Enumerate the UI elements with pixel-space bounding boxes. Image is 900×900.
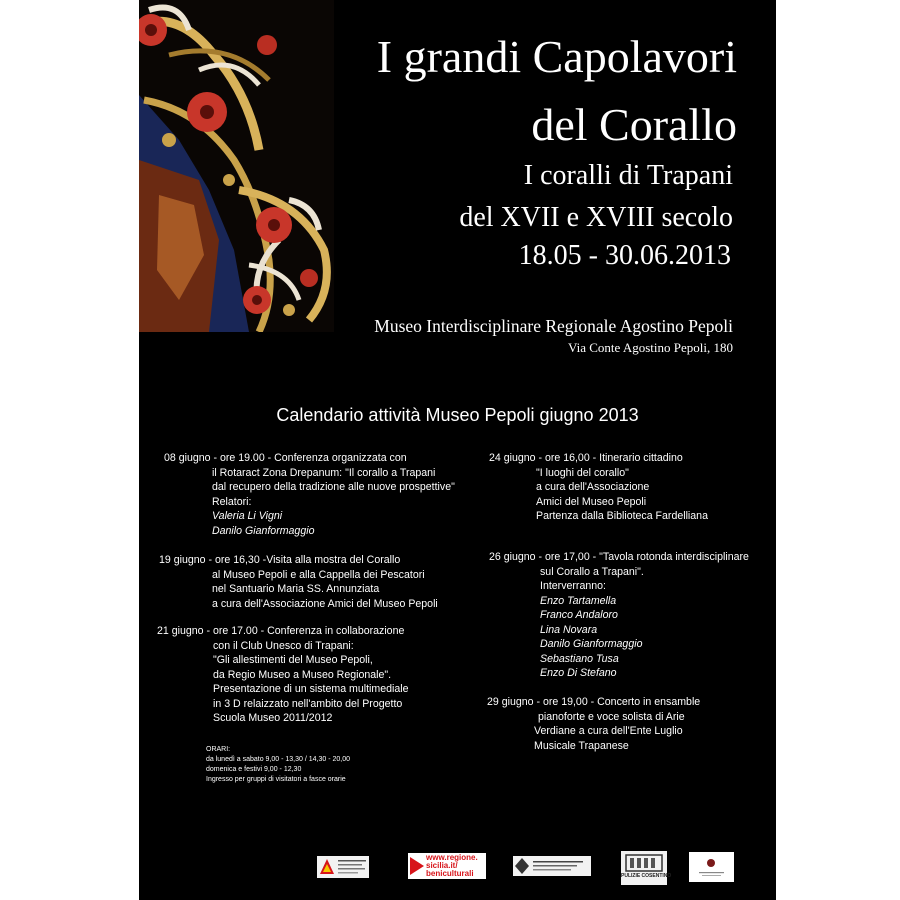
speaker-name: Franco Andaloro: [540, 609, 618, 621]
speaker-name: Lina Novara: [540, 623, 598, 636]
event-line: con il Club Unesco di Trapani:: [213, 639, 354, 652]
event-line: al Museo Pepoli e alla Cappella dei Pescatori: [212, 568, 425, 581]
event-line: 24 giugno - ore 16,00 - Itinerario cittadino: [489, 452, 683, 464]
event-june-29: [487, 695, 700, 753]
event-june-21: [157, 624, 409, 726]
event-line: nel Santuario Maria SS. Annunziata: [212, 583, 380, 595]
regione-sicilia-logo: [317, 856, 369, 878]
event-line: 26 giugno - ore 17,00 - "Tavola rotonda interdisciplinare: [489, 551, 749, 563]
event-line: da Regio Museo a Museo Regionale".: [213, 668, 392, 681]
subtitle-line-1: I coralli di Trapani: [523, 160, 733, 191]
event-line: 29 giugno - ore 19,00 - Concerto in ensamble: [487, 696, 701, 708]
logo-text-1: www.regione.: [426, 853, 478, 862]
event-line: dal recupero della tradizione alle nuove prospettive": [212, 481, 455, 493]
logo-text-2: sicilia.it/: [426, 861, 458, 870]
title-line-1: I grandi Capolavori: [376, 31, 737, 82]
building-icon: [621, 851, 672, 885]
event-line: Partenza dalla Biblioteca Fardelliana: [536, 510, 708, 522]
pulizie-cosentino-logo: [621, 851, 672, 885]
hours-label: ORARI:: [206, 746, 231, 753]
event-line: Presentazione di un sistema multimediale: [213, 683, 409, 695]
coral-artwork: [139, 0, 334, 332]
calendar-heading: Calendario attività Museo Pepoli giugno 2013: [276, 405, 639, 425]
subtitle-line-2: del XVII e XVIII secolo: [459, 202, 733, 233]
event-line: 08 giugno - ore 19.00 - Conferenza organizzata con: [164, 452, 407, 464]
event-line: 21 giugno - ore 17.00 - Conferenza in collaborazione: [157, 625, 405, 637]
pulizie-text: PULIZIE COSENTINO: [621, 873, 672, 879]
event-line: Scuola Museo 2011/2012: [213, 712, 333, 724]
event-june-19: [159, 553, 438, 611]
logo-text-3: beniculturali: [426, 869, 474, 878]
event-june-24: [489, 451, 708, 524]
museum-address: Via Conte Agostino Pepoli, 180: [568, 340, 733, 355]
event-line: pianoforte e voce solista di Arie: [538, 710, 685, 723]
event-line: sul Corallo a Trapani".: [540, 565, 644, 578]
event-line: a cura dell'Associazione: [536, 481, 650, 493]
hours-weekdays: da lunedì a sabato 9,00 - 13,30 / 14,30 - 20,00: [206, 756, 350, 763]
event-line: "Gli allestimenti del Museo Pepoli,: [213, 654, 373, 666]
event-june-08: [164, 451, 455, 538]
opening-hours: [206, 745, 350, 785]
speaker-name: Enzo Tartamella: [540, 594, 617, 607]
title-line-2: del Corallo: [531, 99, 737, 150]
event-line: il Rotaract Zona Drepanum: "Il corallo a Trapani: [212, 466, 436, 479]
partner-logo: [689, 852, 734, 882]
hours-holidays: domenica e festivi 9,00 - 12,30: [206, 766, 302, 773]
event-june-26: [489, 550, 749, 681]
speaker-name: Sebastiano Tusa: [540, 652, 619, 665]
poster: [139, 0, 776, 900]
event-line: a cura dell'Associazione Amici del Museo Pepoli: [212, 597, 438, 610]
speaker-name: Danilo Gianformaggio: [540, 638, 643, 650]
event-line: Relatori:: [212, 495, 252, 508]
event-line: Verdiane a cura dell'Ente Luglio: [534, 725, 683, 737]
event-line: 19 giugno - ore 16,30 -Visita alla mostra del Corallo: [159, 554, 401, 566]
speaker-name: Danilo Gianformaggio: [212, 524, 315, 537]
event-line: Musicale Trapanese: [534, 739, 629, 752]
speaker-name: Enzo Di Stefano: [540, 667, 617, 679]
crest-icon: [689, 852, 734, 882]
beniculturali-logo: [408, 853, 486, 879]
museo-pepoli-logo: [513, 856, 591, 876]
event-line: Interverranno:: [540, 580, 606, 592]
museum-name: Museo Interdisciplinare Regionale Agostino Pepoli: [374, 316, 733, 336]
hours-groups: Ingresso per gruppi di visitatori a fasce orarie: [206, 776, 346, 783]
exhibition-dates: 18.05 - 30.06.2013: [518, 240, 731, 271]
event-line: Amici del Museo Pepoli: [536, 495, 647, 508]
museum-emblem-icon: [513, 856, 591, 876]
speaker-name: Valeria Li Vigni: [212, 510, 283, 522]
event-line: "I luoghi del corallo": [536, 466, 629, 479]
trinacria-icon: [317, 856, 369, 878]
event-line: in 3 D relaizzato nell'ambito del Progetto: [213, 697, 403, 710]
